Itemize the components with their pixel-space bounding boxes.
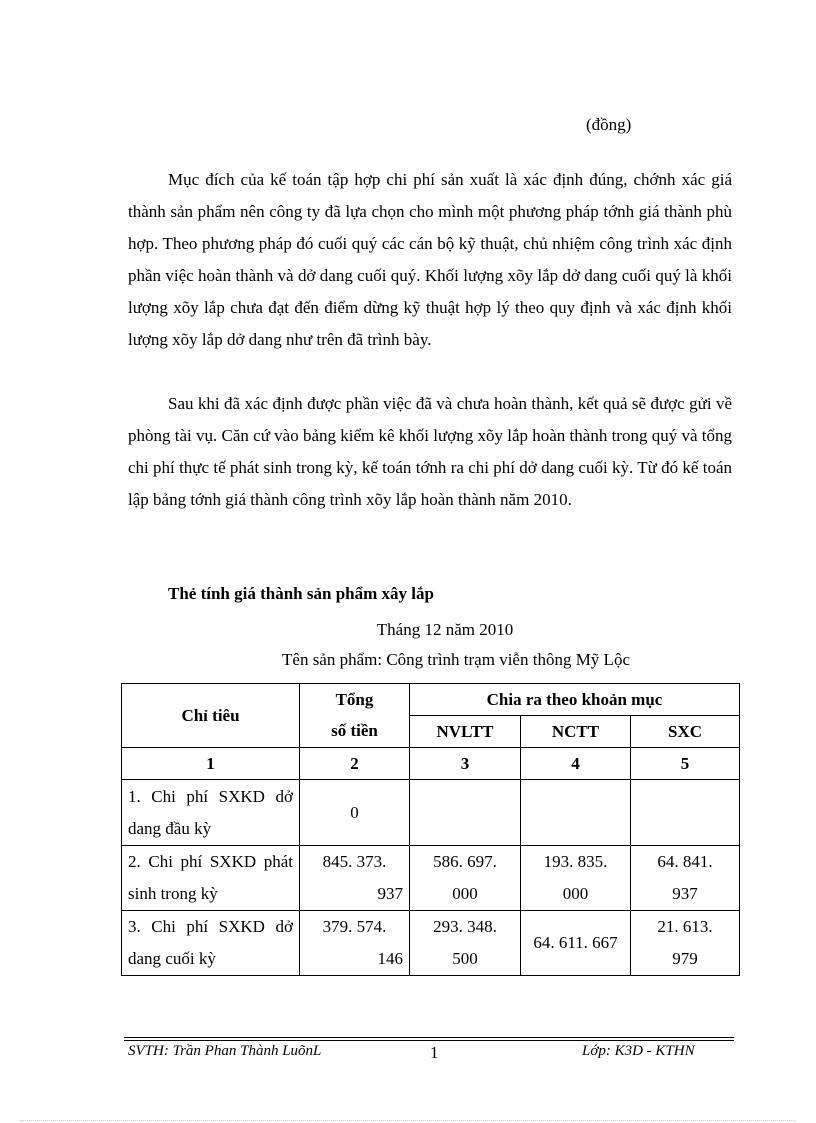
row-label: 2. Chi phí SXKD phát sinh trong kỳ (122, 846, 300, 911)
row-nvltt (410, 911, 521, 976)
header-nvltt: NVLTT (410, 716, 521, 748)
colnum-5: 5 (631, 748, 740, 780)
table-title: Thẻ tính giá thành sản phẩm xây lắp (168, 584, 434, 603)
value-line1: 193. 835. (543, 852, 608, 871)
value-line1: 293. 348. (433, 917, 497, 936)
row-nctt (521, 846, 631, 911)
row-nvltt (410, 780, 521, 846)
value-line2: 937 (672, 884, 698, 903)
cost-table (121, 683, 740, 976)
row-total: 0 (300, 780, 410, 846)
table-product: Tên sản phẩm: Công trình trạm viễn thông Mỹ Lộc (282, 650, 630, 669)
row-label: 1. Chi phí SXKD dở dang đầu kỳ (122, 780, 300, 846)
paragraph-2-text: Sau khi đã xác định được phần việc đã và chưa hoàn thành, kết quả sẽ được gửi về phòng tài vụ. Căn cứ vào bảng kiểm kê khối lượng xõy lắp hoàn thành trong quý và tổng chi phí thực tế phát sinh trong kỳ, kế toán tớnh ra chi phí dở dang cuối kỳ. Từ đó kế toán lập bảng tớnh giá thành công trình xõy lắp hoàn thành năm 2010. (128, 394, 732, 509)
header-nctt: NCTT (521, 716, 631, 748)
header-breakdown: Chia ra theo khoản mục (410, 684, 740, 716)
row-sxc (631, 780, 740, 846)
row-sxc (631, 911, 740, 976)
value-line2: 000 (562, 884, 589, 903)
footer-divider (124, 1040, 734, 1041)
row-nctt: 64. 611. 667 (521, 911, 631, 976)
header-sxc: SXC (631, 716, 740, 748)
colnum-3: 3 (410, 748, 521, 780)
header-total-line2: số tiền (300, 716, 410, 748)
header-criteria: Chỉ tiêu (122, 684, 300, 748)
value-line2: 000 (452, 884, 478, 903)
row-nvltt (410, 846, 521, 911)
unit-label: (đồng) (586, 115, 632, 134)
value-line1: 21. 613. (657, 917, 713, 936)
paragraph-1 (128, 164, 732, 356)
row-total (300, 846, 410, 911)
footer-class: Lớp: K3D - KTHN (582, 1043, 695, 1059)
footer-page-number: 1 (430, 1043, 439, 1062)
row-nctt (521, 780, 631, 846)
table-row (122, 911, 740, 976)
value-line2: 979 (672, 949, 698, 968)
table-row (122, 846, 740, 911)
value-line1: 586. 697. (433, 852, 497, 871)
value-line2: 146 (377, 949, 403, 968)
colnum-2: 2 (300, 748, 410, 780)
row-sxc (631, 846, 740, 911)
row-label: 3. Chi phí SXKD dở dang cuối kỳ (122, 911, 300, 976)
value-line1: 379. 574. (322, 917, 387, 936)
colnum-4: 4 (521, 748, 631, 780)
paragraph-2 (128, 388, 732, 516)
page-bottom-border (20, 1120, 796, 1121)
header-total-line1: Tổng (300, 684, 410, 716)
value-line2: 500 (452, 949, 478, 968)
table-period: Tháng 12 năm 2010 (376, 620, 514, 639)
value-line2: 937 (377, 884, 403, 903)
footer-divider (124, 1037, 734, 1038)
value-line1: 64. 841. (657, 852, 713, 871)
row-total (300, 911, 410, 976)
table-row (122, 780, 740, 846)
colnum-1: 1 (122, 748, 300, 780)
column-number-row (122, 748, 740, 780)
header-row (122, 684, 740, 716)
footer-author: SVTH: Trần Phan Thành LuõnL (128, 1043, 322, 1059)
value-line1: 845. 373. (322, 852, 387, 871)
paragraph-1-text: Mục đích của kế toán tập hợp chi phí sản xuất là xác định đúng, chớnh xác giá thành sản phẩm nên công ty đã lựa chọn cho mình một phương pháp tớnh giá thành phù hợp. Theo phương pháp đó cuối quý các cán bộ kỹ thuật, chủ nhiệm công trình xác định phần việc hoàn thành và dở dang cuối quý. Khối lượng xõy lắp dở dang cuối quý là khối lượng xõy lắp chưa đạt đến điểm dừng kỹ thuật hợp lý theo quy định và xác định khối lượng xõy lắp dở dang như trên đã trình bày. (128, 170, 732, 349)
